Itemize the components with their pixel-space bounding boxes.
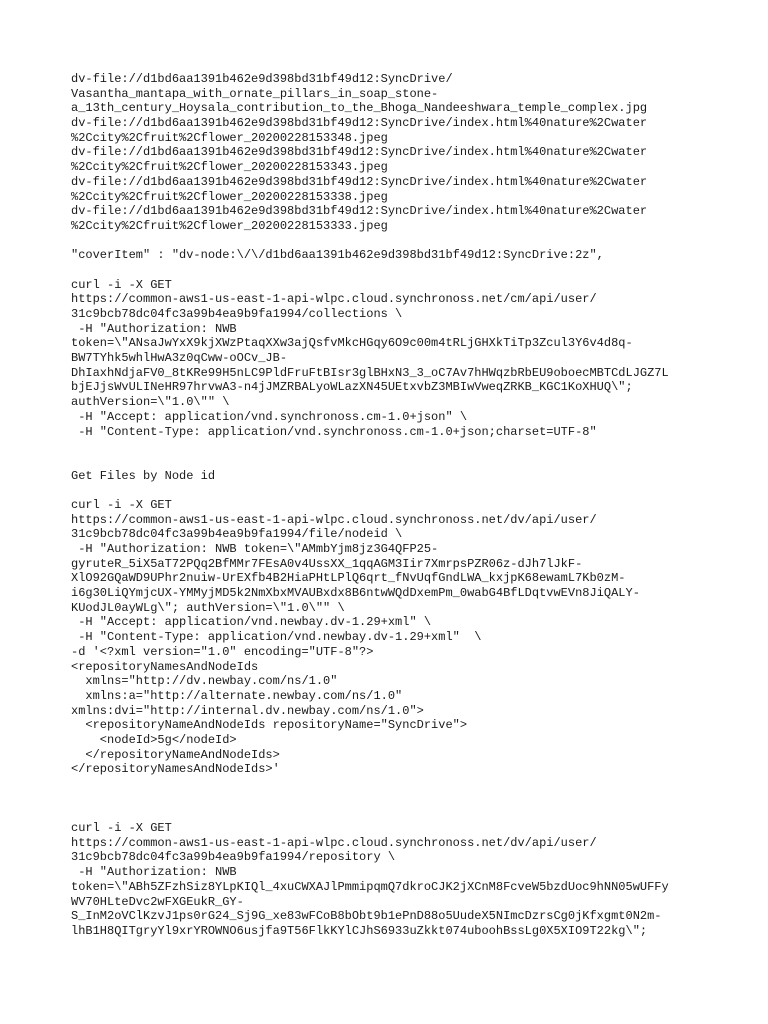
text-line: dv-file://d1bd6aa1391b462e9d398bd31bf49d12:SyncDrive/index.html%40nature%2Cwater (71, 204, 648, 219)
spacer (71, 483, 761, 498)
text-line: <repositoryNameAndNodeIds repositoryName="SyncDrive"> (71, 718, 468, 733)
text-line: https://common-aws1-us-east-1-api-wlpc.cloud.synchronoss.net/dv/api/user/ (71, 512, 597, 527)
text-line: token=\"ANsaJwYxX9kjXWzPtaqXXw3ajQsfvMkcHGqy6O9c00m4tRLjGHXkTiTp3Zcul3Y6v4d8q- (71, 336, 633, 351)
text-line: bjEJjsWvULINeHR97hrvwA3-n4jJMZRBALyoWLazXN45UEtxvbZ3MBIwVweqZRKB_KGC1KoXHUQ\"; (71, 380, 633, 395)
text-line: authVersion=\"1.0\"" \ (71, 395, 230, 410)
text-line: -H "Authorization: NWB (71, 321, 237, 336)
text-line: </repositoryNamesAndNodeIds>' (71, 762, 280, 777)
nodeid-curl-command (71, 498, 761, 777)
text-line: gyruteR_5iX5aT72PQq2BfMMr7FEsA0v4UssXX_1qqAGM3Iir7XmrpsPZR06z-dJh7lJkF- (71, 556, 583, 571)
text-line: KUodJL0ayWLg\"; authVersion=\"1.0\"" \ (71, 600, 345, 615)
text-line: -H "Content-Type: application/vnd.synchronoss.cm-1.0+json;charset=UTF-8" (71, 424, 597, 439)
text-line: -d '<?xml version="1.0" encoding="UTF-8"?> (71, 644, 374, 659)
text-line: 31c9bcb78dc04fc3a99b4ea9b9fa1994/repository \ (71, 850, 396, 865)
text-line: -H "Authorization: NWB token=\"AMmbYjm8jz3G4QFP25- (71, 542, 439, 557)
text-line: dv-file://d1bd6aa1391b462e9d398bd31bf49d12:SyncDrive/ (71, 72, 453, 86)
cover-item (71, 248, 761, 263)
text-line: <nodeId>5g</nodeId> (71, 732, 237, 747)
spacer (71, 234, 761, 249)
text-line: %2Ccity%2Cfruit%2Cflower_20200228153348.jpeg (71, 130, 388, 145)
text-line: %2Ccity%2Cfruit%2Cflower_20200228153343.jpeg (71, 160, 388, 175)
text-line: -H "Accept: application/vnd.synchronoss.cm-1.0+json" \ (71, 409, 468, 424)
text-line: -H "Content-Type: application/vnd.newbay.dv-1.29+xml" \ (71, 630, 482, 645)
text-line: xmlns:a="http://alternate.newbay.com/ns/1.0" (71, 688, 403, 703)
text-line: <repositoryNamesAndNodeIds (71, 659, 259, 674)
text-line: xmlns="http://dv.newbay.com/ns/1.0" (71, 674, 338, 689)
file-list (71, 72, 761, 234)
spacer (71, 439, 761, 468)
heading-text: Get Files by Node id (71, 468, 216, 483)
section-heading (71, 469, 761, 484)
text-line: xmlns:dvi="http://internal.dv.newbay.com/ns/1.0"> (71, 703, 424, 718)
text-line: WV70HLteDvc2wFXGEukR_GY- (71, 894, 244, 909)
text-line: curl -i -X GET (71, 277, 172, 292)
text-line: curl -i -X GET (71, 821, 172, 836)
text-line: XlO92GQaWD9UPhr2nuiw-UrEXfb4B2HiaPHtLPlQ6qrt_fNvUqfGndLWA_kxjpK68ewamL7Kb0zM- (71, 571, 626, 586)
spacer (71, 263, 761, 278)
text-line: %2Ccity%2Cfruit%2Cflower_20200228153338.jpeg (71, 189, 388, 204)
text-line: -H "Authorization: NWB (71, 865, 237, 880)
text-line: -H "Accept: application/vnd.newbay.dv-1.29+xml" \ (71, 615, 432, 630)
text-line: dv-file://d1bd6aa1391b462e9d398bd31bf49d12:SyncDrive/index.html%40nature%2Cwater (71, 116, 648, 131)
repository-curl-command (71, 821, 761, 939)
text-line: 31c9bcb78dc04fc3a99b4ea9b9fa1994/file/nodeid \ (71, 527, 403, 542)
text-line: https://common-aws1-us-east-1-api-wlpc.cloud.synchronoss.net/dv/api/user/ (71, 835, 597, 850)
text-line: dv-file://d1bd6aa1391b462e9d398bd31bf49d12:SyncDrive/index.html%40nature%2Cwater (71, 145, 648, 160)
text-line: https://common-aws1-us-east-1-api-wlpc.cloud.synchronoss.net/cm/api/user/ (71, 292, 597, 307)
collections-curl-command (71, 278, 761, 440)
text-line: token=\"ABh5ZFzhSiz8YLpKIQl_4xuCWXAJlPmmipqmQ7dkroCJK2jXCnM8FcveW5bzdUoc9hNN05wUFFy (71, 879, 669, 894)
text-line: lhB1H8QITgryYl9xrYROWNO6usjfa9T56FlkKYlCJhS6933uZkkt074uboohBssLg0X5XIO9T22kg\"; (71, 923, 648, 938)
text-line: a_13th_century_Hoysala_contribution_to_the_Bhoga_Nandeeshwara_temple_complex.jpg (71, 101, 648, 116)
text-line: </repositoryNameAndNodeIds> (71, 747, 280, 762)
text-line: 31c9bcb78dc04fc3a99b4ea9b9fa1994/collections \ (71, 307, 403, 321)
document-page (71, 72, 761, 939)
spacer (71, 777, 761, 821)
text-line: DhIaxhNdjaFV0_8tKRe99H5nLC9PldFruFtBIsr3glBHxN3_3_oC7Av7hHWqzbRbEU9oboecMBTCdLJGZ7L (71, 365, 669, 380)
text-line: curl -i -X GET (71, 497, 172, 512)
text-line: %2Ccity%2Cfruit%2Cflower_20200228153333.jpeg (71, 218, 388, 233)
text-line: "coverItem" : "dv-node:\/\/d1bd6aa1391b462e9d398bd31bf49d12:SyncDrive:2z", (71, 248, 604, 263)
text-line: i6g30LiQYmjcUX-YMMyjMD5k2NmXbxMVAUBxdx8B6ntwWQdDxemPm_0wabG4BfLDqtvwEVn8JiQALY- (71, 586, 640, 601)
text-line: BW7TYhk5whlHwA3z0qCww-oOCv_JB- (71, 351, 288, 366)
text-line: dv-file://d1bd6aa1391b462e9d398bd31bf49d12:SyncDrive/index.html%40nature%2Cwater (71, 174, 648, 189)
text-line: Vasantha_mantapa_with_ornate_pillars_in_soap_stone- (71, 86, 439, 101)
text-line: S_InM2oVClKzvJ1ps0rG24_Sj9G_xe83wFCoB8bObt9b1ePnD88o5UudeX5NImcDzrsCg0jKfxgmt0N2m- (71, 909, 662, 924)
